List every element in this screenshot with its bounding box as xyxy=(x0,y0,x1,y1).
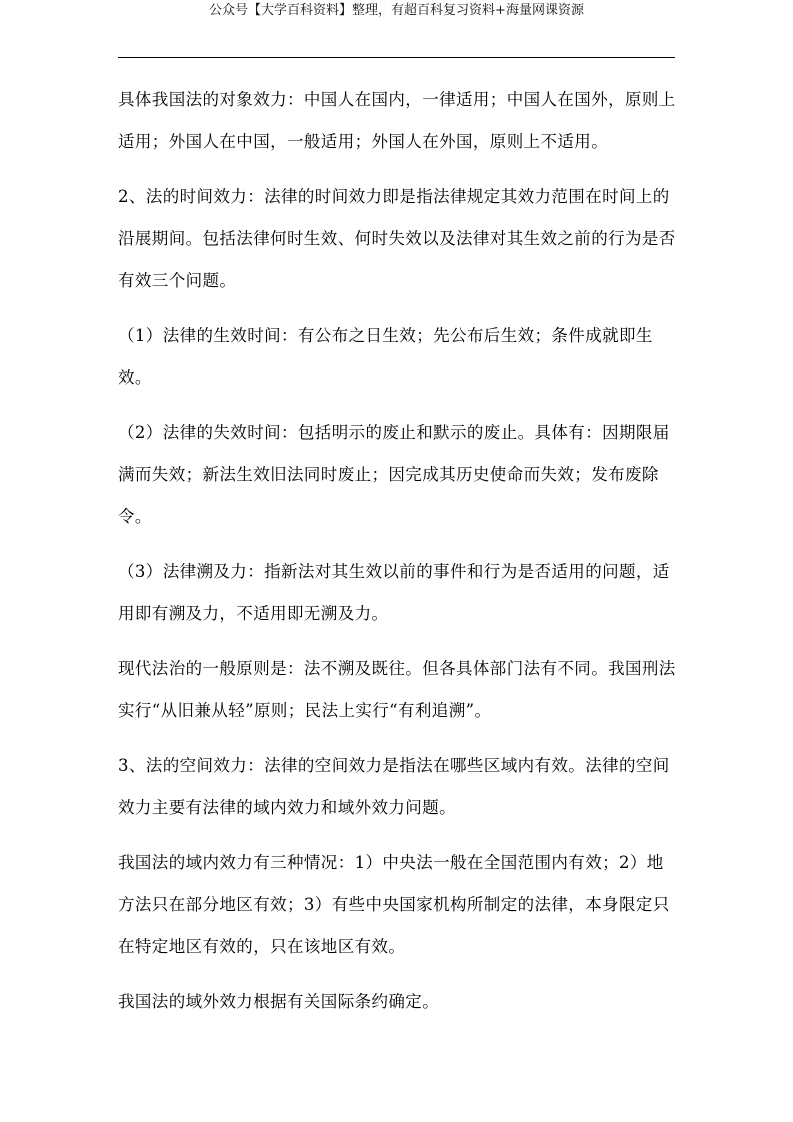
paragraph-space-effect: 3、法的空间效力：法律的空间效力是指法在哪些区域内有效。法律的空间效力主要有法律的域内效力和域外效力问题。 xyxy=(118,756,670,817)
paragraph-effective-time: （1）法律的生效时间：有公布之日生效；先公布后生效；条件成就即生效。 xyxy=(118,326,653,387)
paragraph-object-effect: 具体我国法的对象效力：中国人在国内，一律适用；中国人在国外，原则上适用；外国人在中国，一般适用；外国人在外国，原则上不适用。 xyxy=(118,90,676,151)
paragraph-extraterritorial-effect: 我国法的域外效力根据有关国际条约确定。 xyxy=(118,992,440,1011)
page-header: 公众号【大学百科资料】整理，有超百科复习资料+海量网课资源 xyxy=(209,3,584,18)
paragraph-domestic-effect: 我国法的域内效力有三种情况：1）中央法一般在全国范围内有效；2）地方法只在部分地区有效；3）有些中央国家机构所制定的法律，本身限定只在特定地区有效的，只在该地区有效。 xyxy=(118,853,670,956)
paragraph-expiry-time: （2）法律的失效时间：包括明示的废止和默示的废止。具体有：因期限届满而失效；新法生效旧法同时废止；因完成其历史使命而失效；发布废除令。 xyxy=(118,423,670,526)
header-divider xyxy=(118,57,675,58)
paragraph-retroactivity: （3）法律溯及力：指新法对其生效以前的事件和行为是否适用的问题，适用即有溯及力，不适用即无溯及力。 xyxy=(118,562,670,623)
document-body xyxy=(118,79,678,1036)
paragraph-time-effect: 2、法的时间效力：法律的时间效力即是指法律规定其效力范围在时间上的沿展期间。包括法律何时生效、何时失效以及法律对其生效之前的行为是否有效三个问题。 xyxy=(118,187,676,290)
paragraph-non-retroactivity-principle: 现代法治的一般原则是：法不溯及既往。但各具体部门法有不同。我国刑法实行“从旧兼从轻”原则；民法上实行“有利追溯”。 xyxy=(118,659,676,720)
